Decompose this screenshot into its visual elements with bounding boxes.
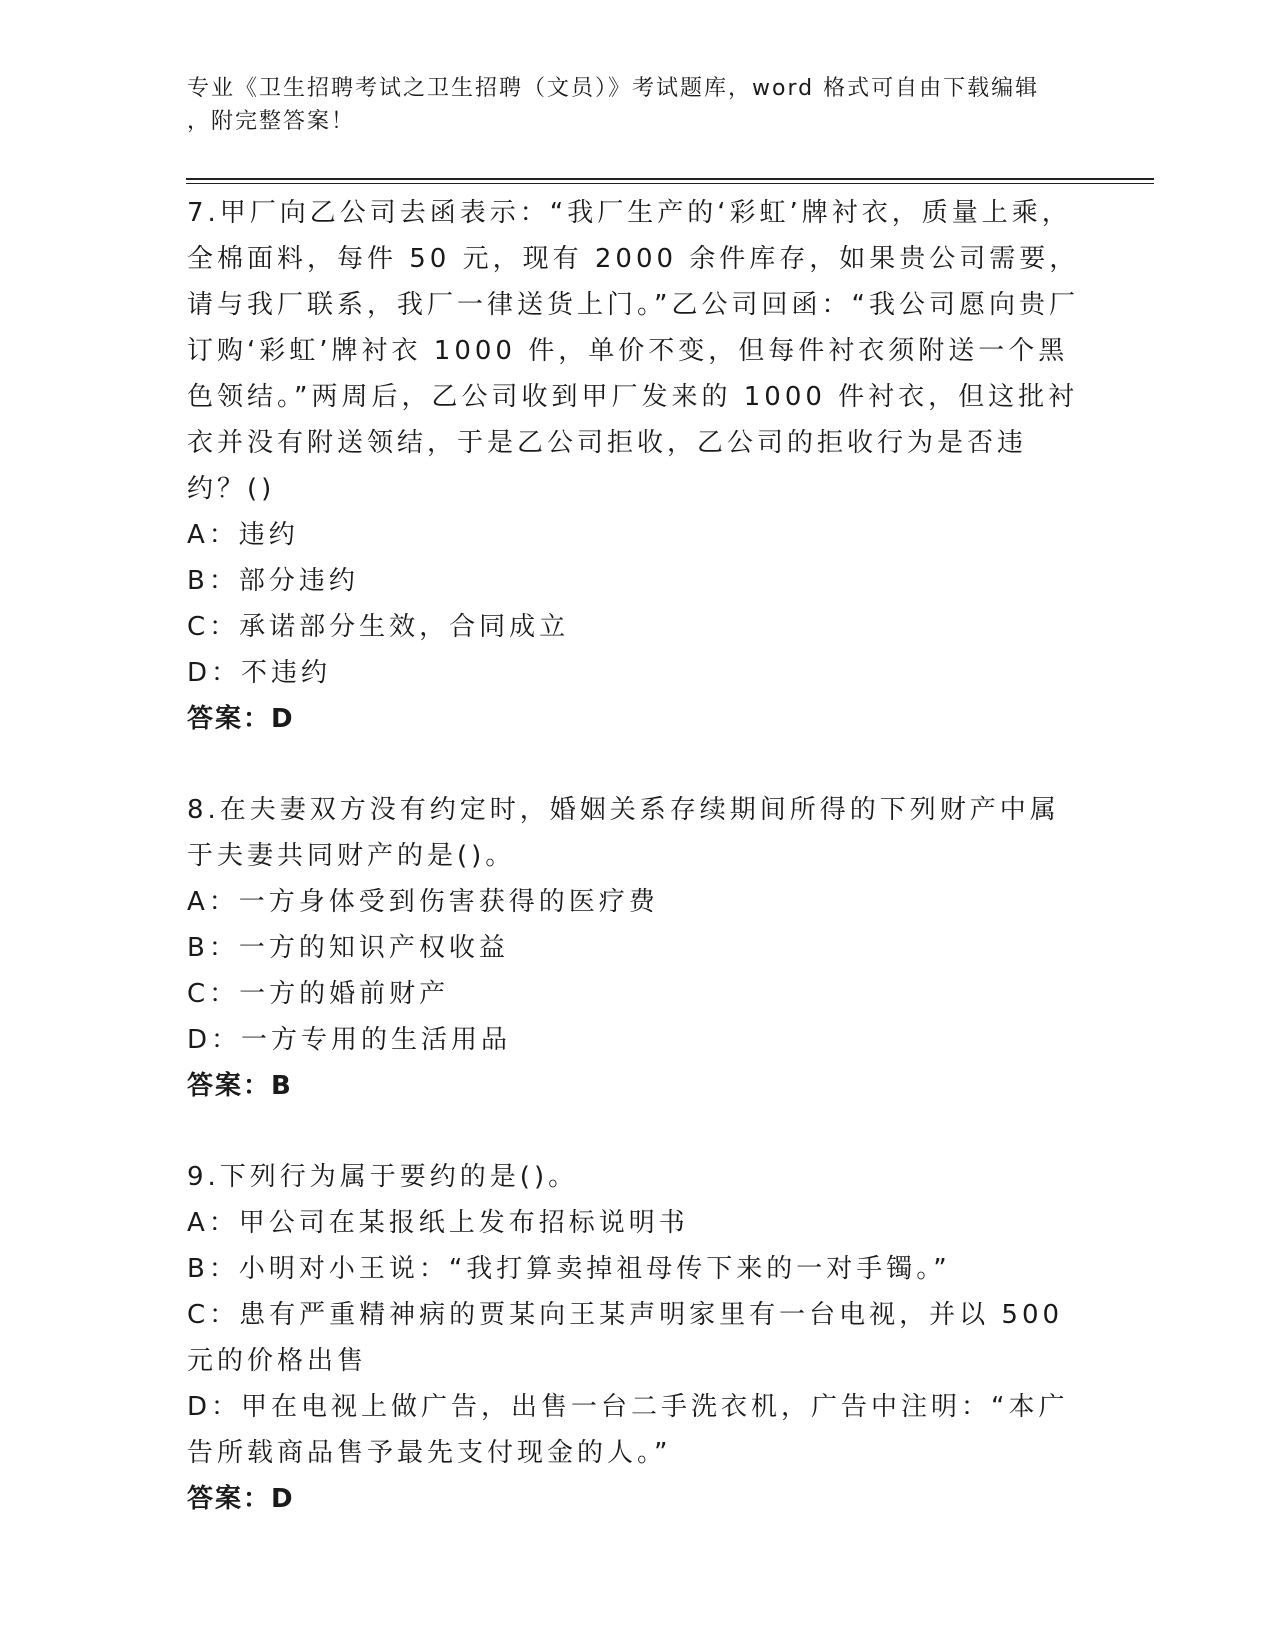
question-list [187,190,1082,1522]
question-7 [187,190,1082,742]
question-9 [187,1154,1082,1522]
answer-label: 答案：B [187,1071,293,1101]
question-spacer [187,742,1082,787]
header-divider-thick [186,178,1154,180]
question-text: 8.在夫妻双方没有约定时，婚姻关系存续期间所得的下列财产中属于夫妻共同财产的是()。 [187,795,1060,871]
option-b: B：一方的知识产权收益 [187,933,509,963]
answer-label: 答案：D [187,1484,295,1514]
option-b: B：小明对小王说：“我打算卖掉祖母传下来的一对手镯。” [187,1254,951,1284]
answer-label: 答案：D [187,704,295,734]
option-a: A：一方身体受到伤害获得的医疗费 [187,887,659,917]
option-a: A：甲公司在某报纸上发布招标说明书 [187,1208,689,1238]
option-c: C：患有严重精神病的贾某向王某声明家里有一台电视，并以 500 元的价格出售 [187,1300,1064,1376]
option-d: D：一方专用的生活用品 [187,1025,512,1055]
option-d: D：不违约 [187,658,332,688]
option-b: B：部分违约 [187,566,359,596]
option-c: C：承诺部分生效，合同成立 [187,612,570,642]
option-a: A：违约 [187,520,299,550]
option-d: D：甲在电视上做广告，出售一台二手洗衣机，广告中注明：“本广告所载商品售予最先支付现金的人。” [187,1392,1069,1468]
header-title-line-1: 专业《卫生招聘考试之卫生招聘（文员）》考试题库，word 格式可自由下载编辑 [187,76,1040,101]
document-header [187,72,1067,138]
header-divider-thin [186,183,1154,184]
option-c: C：一方的婚前财产 [187,979,450,1009]
header-title-line-2: ，附完整答案！ [187,109,356,134]
question-spacer [187,1109,1082,1154]
question-text: 7.甲厂向乙公司去函表示：“我厂生产的‘彩虹’牌衬衣，质量上乘，全棉面料，每件 50 元，现有 2000 余件库存，如果贵公司需要，请与我厂联系，我厂一律送货上门。”乙公司回函：“我公司愿向贵厂订购‘彩虹’牌衬衣 1000 件，单价不变，但每件衬衣须附送一个黑色领结。”两周后，乙公司收到甲厂发来的 1000 件衬衣，但这批衬衣并没有附送领结，于是乙公司拒收，乙公司的拒收行为是否违约？() [187,198,1080,504]
question-8 [187,787,1082,1109]
question-text: 9.下列行为属于要约的是()。 [187,1162,579,1192]
